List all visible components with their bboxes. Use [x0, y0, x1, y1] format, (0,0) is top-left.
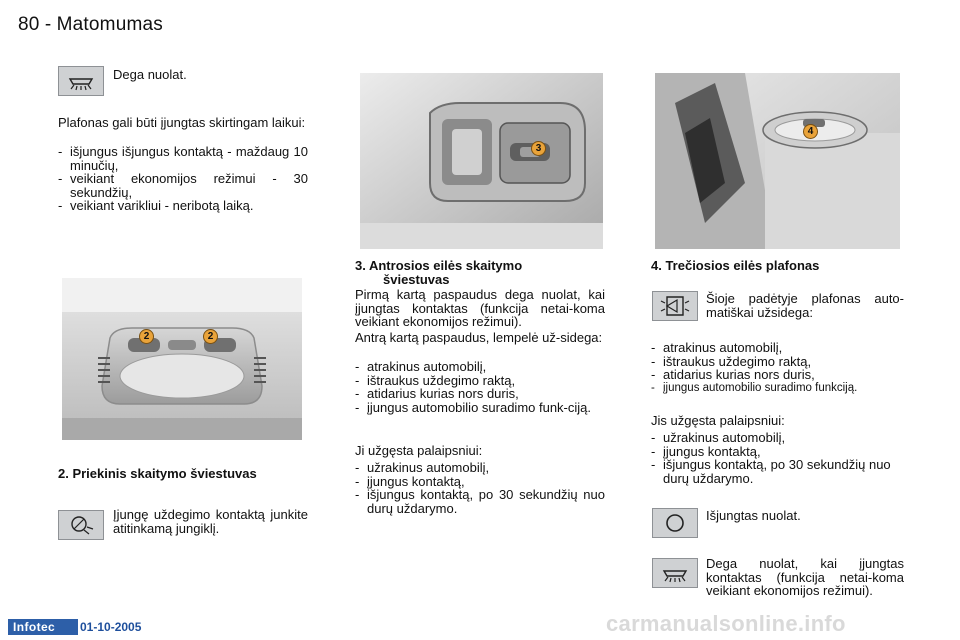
list-item: - išjungus kontaktą, po 30 sekundžių nuo durų uždarymo.: [355, 488, 605, 515]
callout-2-right: 2: [203, 329, 218, 344]
section4-title: 4. Trečiosios eilės plafonas: [651, 258, 820, 273]
list-item: - atidarius kurias nors duris,: [651, 368, 906, 382]
section3-off-list: [355, 461, 605, 515]
list-item: - įjungus kontaktą,: [355, 475, 605, 489]
watermark: carmanualsonline.info: [606, 611, 846, 636]
lamp-switch-icon: [58, 510, 104, 540]
list-item: - veikiant ekonomijos režimui - 30 sekundžių,: [58, 172, 308, 199]
list-item: - išjungus kontaktą, po 30 sekundžių nuo durų uždarymo.: [651, 458, 906, 485]
list-item: - įjungus kontaktą,: [651, 445, 906, 459]
footer-date: 01-10-2005: [80, 620, 142, 634]
list-item: - atidarius kurias nors duris,: [355, 387, 605, 401]
callout-2-left: 2: [139, 329, 154, 344]
section4-auto-text: Šioje padėtyje plafonas auto-matiškai užsidega:: [706, 291, 904, 320]
infotec-logo: Infotec: [8, 619, 78, 635]
list-item: - užrakinus automobilį,: [355, 461, 605, 475]
always-on-text: Dega nuolat.: [113, 67, 187, 82]
section3-para1: Pirmą kartą paspaudus dega nuolat, kai įjungtas kontaktas (funkcija netai-koma veikiant ekonomijos režimui).: [355, 287, 605, 329]
list-item: - ištraukus uždegimo raktą,: [651, 355, 906, 369]
page-header: [18, 14, 163, 36]
list-item: - atrakinus automobilį,: [355, 360, 605, 374]
section2-title: 2. Priekinis skaitymo šviestuvas: [58, 466, 257, 481]
section4-contact-text: Dega nuolat, kai įjungtas kontaktas (funkcija netai-koma veikiant ekonomijos režimui).: [706, 556, 904, 598]
section4-off-list: [651, 431, 906, 485]
lamp-contact-icon: [652, 558, 698, 588]
page-title: Matomumas: [56, 14, 163, 35]
page-number: 80: [18, 14, 40, 35]
section4-off-intro: Jis užgęsta palaipsniui:: [651, 413, 785, 428]
list-item: - užrakinus automobilį,: [651, 431, 906, 445]
list-item: - įjungus automobilio suradimo funk-ciją.: [355, 401, 605, 415]
list-item: - ištraukus uždegimo raktą,: [355, 374, 605, 388]
section2-text: Įjungę uždegimo kontaktą junkite atitinkamą jungiklį.: [113, 507, 308, 536]
lamp-always-on-icon: [58, 66, 104, 96]
section4-off-text: Išjungtas nuolat.: [706, 508, 801, 523]
third-row-light-photo: [655, 73, 900, 249]
header-separator: -: [44, 14, 52, 35]
list-item: - išjungus išjungus kontaktą - maždaug 10 minučių,: [58, 145, 308, 172]
section3-para2: Antrą kartą paspaudus, lempelė už-sidega:: [355, 330, 603, 345]
second-row-light-photo: [360, 73, 603, 249]
front-reading-light-photo: [62, 278, 302, 440]
list-item: - atrakinus automobilį,: [651, 341, 906, 355]
intro-text: Plafonas gali būti įjungtas skirtingam laikui:: [58, 115, 306, 130]
section3-off-intro: Ji užgęsta palaipsniui:: [355, 443, 483, 458]
list-item: - veikiant varikliui - neribotą laiką.: [58, 199, 308, 213]
list-item: - įjungus automobilio suradimo funkciją.: [651, 382, 906, 396]
conditions-list: [58, 145, 308, 213]
lamp-door-icon: [652, 291, 698, 321]
section3-title: 3. Antrosios eilės skaitymo šviestuvas: [355, 258, 523, 287]
lamp-off-icon: [652, 508, 698, 538]
callout-3: 3: [531, 141, 546, 156]
section3-on-list: [355, 360, 605, 414]
callout-4: 4: [803, 124, 818, 139]
section4-on-list: [651, 341, 906, 395]
